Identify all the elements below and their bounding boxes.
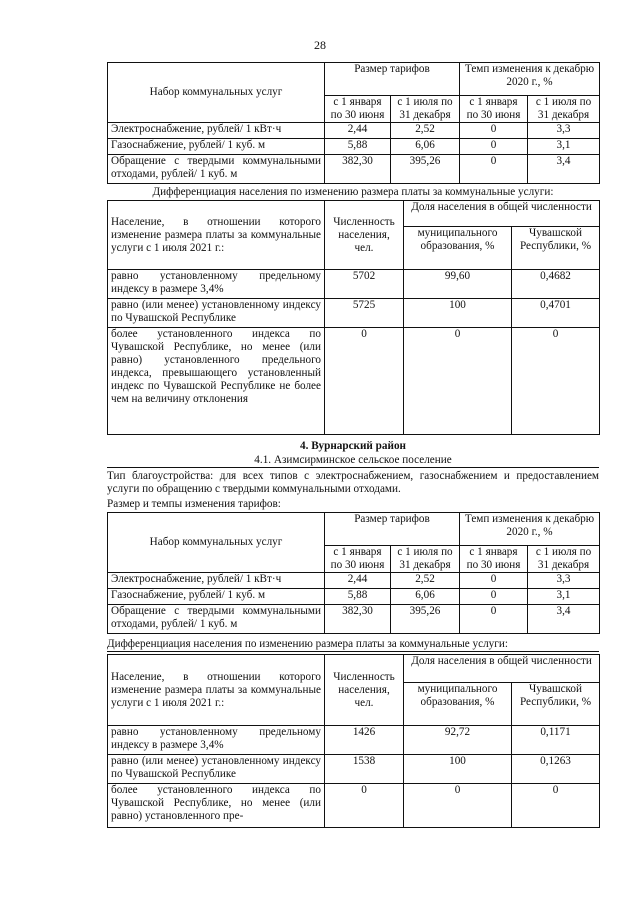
population-label: более установленного индекса по Чувашской Республике, но менее (или равно) установленного пре-	[108, 784, 325, 828]
rate-value: 3,3	[528, 573, 600, 589]
republic-share: 0,4682	[512, 270, 600, 299]
header-share: Доля населения в общей численности	[404, 655, 600, 683]
rate-value: 0	[460, 605, 528, 634]
differentiation-title: Дифференциация населения по изменению размера платы за коммунальные услуги:	[152, 186, 554, 198]
tariff-value: 5,88	[325, 139, 391, 155]
tariff-value: 6,06	[391, 589, 460, 605]
population-count: 0	[325, 328, 404, 435]
tariff-value: 6,06	[391, 139, 460, 155]
population-label: равно (или менее) установленному индексу по Чувашской Республике	[108, 755, 325, 784]
table-row	[108, 589, 600, 605]
municipal-share: 0	[404, 328, 512, 435]
header-count: Численность населения, чел.	[325, 201, 404, 270]
population-label: равно установленному предельному индексу в размере 3,4%	[108, 726, 325, 755]
table-row	[108, 328, 600, 435]
republic-share: 0	[512, 784, 600, 828]
rate-value: 3,1	[528, 139, 600, 155]
republic-share: 0,4701	[512, 299, 600, 328]
rate-value: 3,4	[528, 155, 600, 184]
page-number: 28	[314, 38, 326, 52]
district-title: 4. Вурнарский район	[300, 440, 406, 452]
population-count: 0	[325, 784, 404, 828]
header-period-1: с 1 января по 30 июня	[325, 96, 391, 123]
rate-value: 3,1	[528, 589, 600, 605]
tariff-value: 2,44	[325, 123, 391, 139]
table-row	[108, 123, 600, 139]
service-name: Обращение с твердыми коммунальными отходами, рублей/ 1 куб. м	[108, 605, 325, 634]
header-municipal: муниципального образования, %	[404, 227, 512, 270]
table-row	[108, 605, 600, 634]
header-period-2: с 1 июля по 31 декабря	[391, 96, 460, 123]
tariff-table-2	[107, 512, 599, 634]
table-row	[108, 155, 600, 184]
header-change-rate: Темп изменения к декабрю 2020 г., %	[460, 513, 600, 546]
header-service-set: Набор коммунальных услуг	[108, 513, 325, 573]
municipal-share: 92,72	[404, 726, 512, 755]
municipal-share: 0	[404, 784, 512, 828]
table-row	[108, 784, 600, 828]
header-tariff-size: Размер тарифов	[325, 63, 460, 96]
header-republic: Чувашской Республики, %	[512, 683, 600, 726]
header-population: Население, в отношении которого изменение размера платы за коммунальные услуги с 1 июля 2021 г.:	[108, 201, 325, 270]
municipal-share: 100	[404, 755, 512, 784]
rate-value: 0	[460, 589, 528, 605]
header-period-1: с 1 января по 30 июня	[460, 96, 528, 123]
table-row	[108, 726, 600, 755]
rate-value: 0	[460, 123, 528, 139]
rate-value: 0	[460, 139, 528, 155]
service-name: Электроснабжение, рублей/ 1 кВт·ч	[108, 573, 325, 589]
service-name: Обращение с твердыми коммунальными отходами, рублей/ 1 куб. м	[108, 155, 325, 184]
header-change-rate: Темп изменения к декабрю 2020 г., %	[460, 63, 600, 96]
header-period-1: с 1 января по 30 июня	[325, 546, 391, 573]
republic-share: 0,1171	[512, 726, 600, 755]
population-count: 5725	[325, 299, 404, 328]
population-label: более установленного индекса по Чувашской Республике, но менее (или равно) установленного предельного индекса, превышающего установленный индекс по Чувашской Республике не более чем на величину отклонения	[108, 328, 325, 435]
population-count: 1538	[325, 755, 404, 784]
rate-value: 3,3	[528, 123, 600, 139]
table-row	[108, 270, 600, 299]
header-municipal: муниципального образования, %	[404, 683, 512, 726]
population-count: 1426	[325, 726, 404, 755]
tariff-value: 382,30	[325, 155, 391, 184]
header-period-2: с 1 июля по 31 декабря	[391, 546, 460, 573]
header-service-set: Набор коммунальных услуг	[108, 63, 325, 123]
service-name: Газоснабжение, рублей/ 1 куб. м	[108, 589, 325, 605]
republic-share: 0	[512, 328, 600, 435]
republic-share: 0,1263	[512, 755, 600, 784]
tariff-table-1	[107, 62, 599, 184]
differentiation-title: Дифференциация населения по изменению размера платы за коммунальные услуги:	[107, 638, 599, 652]
header-period-2: с 1 июля по 31 декабря	[528, 96, 600, 123]
header-period-2: с 1 июля по 31 декабря	[528, 546, 600, 573]
header-period-1: с 1 января по 30 июня	[460, 546, 528, 573]
header-republic: Чувашской Республики, %	[512, 227, 600, 270]
rate-value: 0	[460, 573, 528, 589]
municipal-share: 99,60	[404, 270, 512, 299]
rate-value: 0	[460, 155, 528, 184]
rate-value: 3,4	[528, 605, 600, 634]
population-table-1	[107, 200, 599, 435]
table-row	[108, 755, 600, 784]
tariff-value: 2,44	[325, 573, 391, 589]
tariff-value: 5,88	[325, 589, 391, 605]
tariff-value: 2,52	[391, 123, 460, 139]
header-tariff-size: Размер тарифов	[325, 513, 460, 546]
population-count: 5702	[325, 270, 404, 299]
service-name: Газоснабжение, рублей/ 1 куб. м	[108, 139, 325, 155]
header-share: Доля населения в общей численности	[404, 201, 600, 227]
tariff-value: 382,30	[325, 605, 391, 634]
header-population: Население, в отношении которого изменение размера платы за коммунальные услуги с 1 июля 2021 г.:	[108, 655, 325, 726]
table-row	[108, 299, 600, 328]
population-label: равно установленному предельному индексу в размере 3,4%	[108, 270, 325, 299]
municipal-share: 100	[404, 299, 512, 328]
table-row	[108, 139, 600, 155]
header-count: Численность населения, чел.	[325, 655, 404, 726]
tariff-value: 395,26	[391, 605, 460, 634]
settlement-title: 4.1. Азимсирминское сельское поселение	[107, 454, 599, 468]
tariff-value: 2,52	[391, 573, 460, 589]
improvement-type: Тип благоустройства: для всех типов с электроснабжением, газоснабжением и предоставлением услуги по обращению с твердыми коммунальными отходами.	[107, 470, 599, 495]
table-row	[108, 573, 600, 589]
tariff-size-caption: Размер и темпы изменения тарифов:	[107, 498, 281, 510]
tariff-value: 395,26	[391, 155, 460, 184]
service-name: Электроснабжение, рублей/ 1 кВт·ч	[108, 123, 325, 139]
population-table-2	[107, 654, 599, 828]
population-label: равно (или менее) установленному индексу по Чувашской Республике	[108, 299, 325, 328]
